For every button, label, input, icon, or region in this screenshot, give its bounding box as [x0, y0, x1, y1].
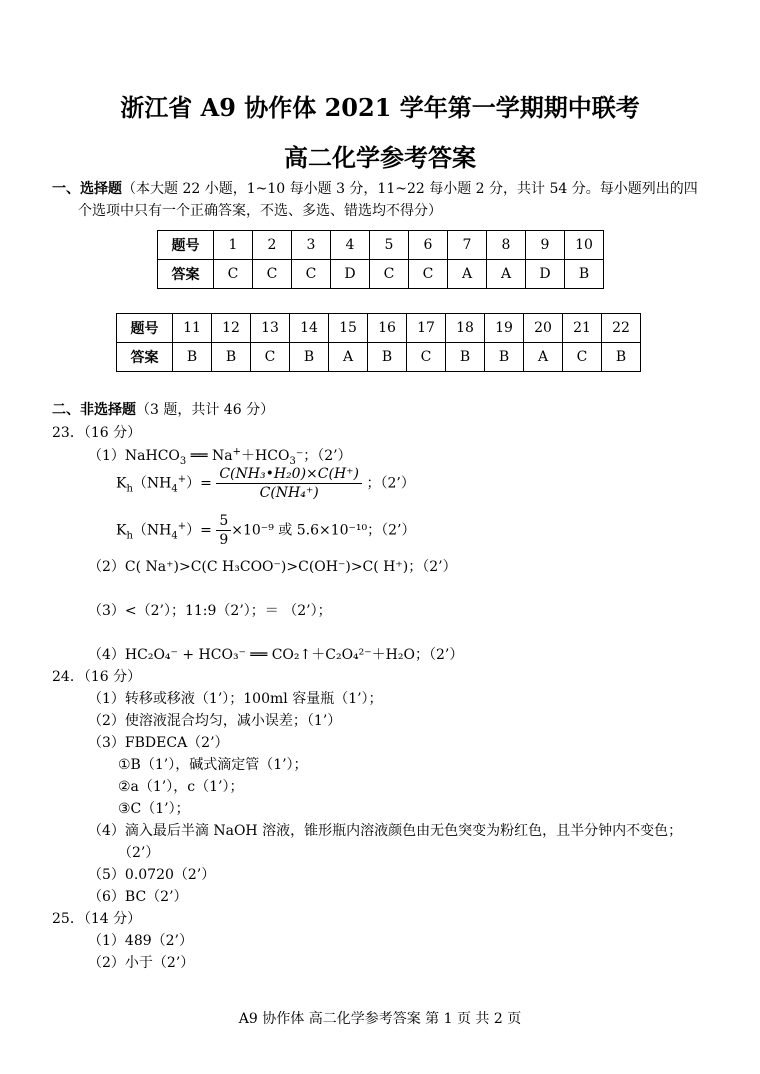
- table1-q-cell: 1: [214, 231, 253, 260]
- section1-desc1: （本大题 22 小题，1~10 每小题 3 分，11~22 每小题 2 分，共计 54 分。每小题列出的四: [122, 181, 698, 197]
- kh-ion: （NH: [132, 522, 172, 539]
- table1-a-cell: C: [370, 260, 409, 289]
- table1-q-cell: 5: [370, 231, 409, 260]
- section1-heading: 一、选择题: [52, 181, 122, 197]
- section2-line: [52, 399, 274, 419]
- table2-question-row: [117, 314, 641, 343]
- q23-line6: （4）HC₂O₄⁻ + HCO₃⁻ ══ CO₂↑＋C₂O₄²⁻＋H₂O；（2’）: [88, 647, 464, 663]
- q24-line7: （4）滴入最后半滴 NaOH 溶液，锥形瓶内溶液颜色由无色突变为粉红色，且半分钟内不变色；: [88, 823, 683, 839]
- table2-a-cell: B: [368, 343, 407, 372]
- table2-a-cell: A: [524, 343, 563, 372]
- document-subtitle: 高二化学参考答案: [284, 143, 476, 172]
- table1-q-label: 题号: [158, 231, 214, 260]
- table2-q-cell: 22: [602, 314, 641, 343]
- table2-a-cell: C: [563, 343, 602, 372]
- q23-line5: （3）<（2’）；11:9（2’）；＝ （2’）；: [88, 603, 332, 619]
- table1-q-cell: 6: [409, 231, 448, 260]
- q24-line9: （5）0.0720（2’）: [88, 867, 216, 883]
- table2-q-cell: 14: [290, 314, 329, 343]
- q23-line1: [88, 445, 352, 467]
- table2-q-cell: 20: [524, 314, 563, 343]
- table2-q-cell: 17: [407, 314, 446, 343]
- table2-a-cell: A: [329, 343, 368, 372]
- table2-q-cell: 11: [173, 314, 212, 343]
- kh-symbol: K: [116, 522, 127, 539]
- kh-ion-sub: 4: [171, 530, 178, 542]
- table1-a-label: 答案: [158, 260, 214, 289]
- kh-equals: ）=: [186, 475, 212, 492]
- kh-equals: ）=: [186, 522, 212, 539]
- q24-line8: （2’）: [118, 845, 160, 861]
- table2-q-cell: 21: [563, 314, 602, 343]
- q23-l1-part: （1）NaHCO: [88, 448, 180, 464]
- section2-desc: （3 题，共计 46 分）: [136, 402, 275, 418]
- table2-a-label: 答案: [117, 343, 173, 372]
- table1-a-cell: A: [487, 260, 526, 289]
- document-title: 浙江省 A9 协作体 2021 学年第一学期期中联考: [120, 93, 640, 122]
- section2-heading: 二、非选择题: [52, 402, 136, 418]
- kh-symbol: K: [116, 475, 127, 492]
- q24-line10: （6）BC（2’）: [88, 889, 188, 905]
- kh-ion-sup: +: [177, 520, 187, 532]
- q23-kh-value: [116, 513, 416, 548]
- table2-q-cell: 15: [329, 314, 368, 343]
- table1-a-cell: A: [448, 260, 487, 289]
- table1-answer-row: [158, 260, 604, 289]
- q24-line2: （2）使溶液混合均匀，减小误差；（1’）: [88, 713, 342, 729]
- table2-a-cell: B: [290, 343, 329, 372]
- table2-a-cell: C: [407, 343, 446, 372]
- q24-line1: （1）转移或移液（1’）；100ml 容量瓶（1’）；: [88, 691, 383, 707]
- kh-denominator: C(NH₄⁺): [259, 485, 319, 501]
- section1-line1: [52, 178, 698, 198]
- table1-a-cell: C: [409, 260, 448, 289]
- kh-ion: （NH: [132, 475, 172, 492]
- kh-sub: h: [126, 530, 133, 542]
- table2-a-cell: B: [485, 343, 524, 372]
- table2-a-cell: B: [446, 343, 485, 372]
- table2-answer-row: [117, 343, 641, 372]
- kh-numerator: C(NH₃•H₂0)×C(H⁺): [216, 466, 362, 484]
- value-rest: ×10⁻⁹ 或 5.6×10⁻¹⁰；（2’）: [231, 522, 416, 539]
- table1-q-cell: 9: [526, 231, 565, 260]
- table2-q-cell: 18: [446, 314, 485, 343]
- q23-l1-sub: 3: [179, 455, 187, 467]
- kh-ion-sub: 4: [171, 483, 178, 495]
- table1-a-cell: D: [526, 260, 565, 289]
- q23-l1-part: ⁻；（2’）: [295, 448, 352, 464]
- q23-l1-sub: 3: [289, 455, 296, 467]
- answer-table-1: [157, 230, 604, 289]
- value-fraction: [216, 513, 231, 548]
- table1-q-cell: 7: [448, 231, 487, 260]
- q23-l1-sup: +: [232, 446, 242, 458]
- q23-line4: （2）C( Na⁺)>C(C H₃COO⁻)>C(OH⁻)>C( H⁺)；（2’）: [88, 559, 457, 575]
- table1-a-cell: C: [253, 260, 292, 289]
- table1-a-cell: C: [214, 260, 253, 289]
- table2-q-cell: 13: [251, 314, 290, 343]
- table1-a-cell: D: [331, 260, 370, 289]
- q23-heading: 23．（16 分）: [52, 425, 142, 441]
- table2-q-cell: 12: [212, 314, 251, 343]
- table2-q-label: 题号: [117, 314, 173, 343]
- q23-l2-score: ；（2’）: [366, 475, 415, 492]
- kh-ion-sup: +: [177, 473, 187, 485]
- kh-fraction: [216, 466, 362, 501]
- q24-line5: ②a（1’），c（1’）；: [118, 779, 244, 795]
- q23-l1-part: ══ Na: [186, 448, 233, 464]
- table1-q-cell: 4: [331, 231, 370, 260]
- q24-line4: ①B（1’），碱式滴定管（1’）；: [118, 757, 308, 773]
- q24-heading: 24．（16 分）: [52, 669, 142, 685]
- value-numerator: 5: [216, 513, 231, 531]
- value-denominator: 9: [219, 532, 229, 548]
- table2-a-cell: B: [602, 343, 641, 372]
- table1-q-cell: 10: [565, 231, 604, 260]
- q23-kh-formula: [116, 466, 415, 501]
- q25-line1: （1）489（2’）: [88, 933, 193, 949]
- table2-a-cell: B: [212, 343, 251, 372]
- table1-a-cell: B: [565, 260, 604, 289]
- q24-line3: （3）FBDECA（2’）: [88, 735, 229, 751]
- table2-q-cell: 16: [368, 314, 407, 343]
- section1-desc2: 个选项中只有一个正确答案，不选、多选、错选均不得分）: [78, 203, 442, 219]
- table1-q-cell: 2: [253, 231, 292, 260]
- answer-table-2: [116, 313, 641, 372]
- table2-a-cell: B: [173, 343, 212, 372]
- table2-q-cell: 19: [485, 314, 524, 343]
- table1-question-row: [158, 231, 604, 260]
- q25-line2: （2）小于（2’）: [88, 955, 195, 971]
- kh-sub: h: [126, 483, 133, 495]
- table1-q-cell: 3: [292, 231, 331, 260]
- q24-line6: ③C（1’）；: [118, 801, 190, 817]
- q25-heading: 25．（14 分）: [52, 911, 142, 927]
- q23-l1-part: ＋HCO: [241, 448, 290, 464]
- table1-q-cell: 8: [487, 231, 526, 260]
- table1-a-cell: C: [292, 260, 331, 289]
- page-footer: A9 协作体 高二化学参考答案 第 1 页 共 2 页: [238, 1011, 522, 1027]
- table2-a-cell: C: [251, 343, 290, 372]
